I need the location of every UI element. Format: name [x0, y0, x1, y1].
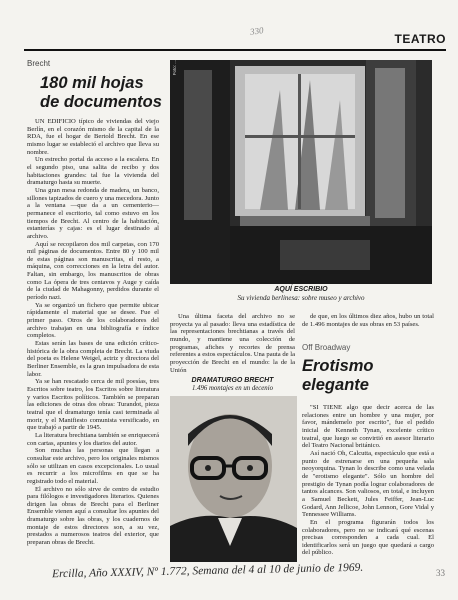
- paragraph: La literatura brechtiana también se enriquecerá con cartas, apuntes y los diarios del autor.: [27, 431, 159, 447]
- paragraph: Ya se organizó un fichero que permite ubicar rápidamente el material que se desee. Fue el primer paso. Otros de los colaboradores del archivo trabajan en una bibliografía e índice completos.: [27, 301, 159, 340]
- article-body-column-2: [170, 313, 295, 374]
- paragraph: de que, en los últimos diez años, hubo un total de 1.496 montajes de sus obras en 53 países.: [302, 313, 434, 328]
- top-rule: [24, 49, 446, 51]
- paragraph: Estas serán las bases de una edición crítico-histórica de la obra completa de Brecht. La viuda del poeta es Helene Weigel, actriz y directora del Berliner Ensemble, es la gran impulsadora de esta labor.: [27, 340, 159, 378]
- paragraph: El archivo no sólo sirve de centro de estudio para filólogos e investigadores literarios. Quienes dirigen las obras de Brecht para el Berliner Ensemble vienen aquí a consultar los apuntes del dramaturgo sobre las obras, y los cuadernos de montaje de estos directores son, a su vez, prestados a numerosos teatros del exterior, que preparan obras de Brecht.: [27, 485, 159, 547]
- portrait-caption: [170, 377, 295, 393]
- page-number: 33: [436, 568, 445, 578]
- photo-caption-subtitle: Su vivienda berlinesa: sobre museo y archivo: [237, 294, 365, 302]
- paragraph: Ya se han rescatado cerca de mil poesías, tres Escritos sobre teatro, los Escritos sobre literatura y varios Escritos políticos. También se preparan las ediciones de otras dos obras: Turandot, pieza teatral que el dramaturgo tenía casi terminada al morir, y el Manifiesto comunista versificado, en que trabajó a partir de 1945.: [27, 378, 159, 432]
- photo-credit: Foto: ...: [172, 60, 177, 76]
- paragraph: Así nació Oh, Calcutta, espectáculo que está a punto de estrenarse en una pequeña sala neoyorquina. Tynan lo describe como una velada de "erotismo elegante". Sólo un hombre del prestigio de Tynan podía lograr colaboradores de tantos alcances. Son valiosos, en total, e incluyen a Samuel Beckett, Jules Feiffer, Jean-Luc Godard, Ann Jellicoe, John Lennon, Gore Vidal y Tennessee Williams.: [302, 449, 434, 519]
- paragraph: "SI TIENE algo que decir acerca de las relaciones entre un hombre y una mujer, por favor, mándemelo por escrito", fue el pedido inicial de Kenneth Tynan, excelente crítico teatral, que luego se convirtió en asesor literario del Teatro Nacional británico.: [302, 404, 434, 450]
- paragraph: Una gran mesa redonda de madera, un banco, sillones tapizados de cuero y una mecedora. Junto a la ventana —que da a un cementerio— permanece el escritorio, tal como estuvo en los tiempos de Brecht. Al centro de la habitación, estanterías y cajas: es el lugar destinado al archivo.: [27, 186, 159, 240]
- paragraph: Aquí se recopilaron dos mil carpetas, con 170 mil páginas de documentos. Entre 80 y 100 mil de estas páginas son manuscritas, el resto, a máquina, con correcciones en la letra del autor. Faltan, sin embargo, los manuscritos de obras como La ópera de tres centavos y Auge y caída de la ciudad de Mahagonny, perdidos durante el período nazi.: [27, 240, 159, 302]
- article-body-column-1: [27, 118, 159, 588]
- portrait-caption-subtitle: 1.496 montajes en un decenio: [192, 385, 273, 392]
- headline-archive: 180 mil hojas de documentos: [40, 74, 162, 111]
- photo-caption: [170, 286, 432, 302]
- article-body-column-4: [302, 404, 434, 562]
- article-body-column-3: [302, 313, 434, 341]
- photo-brecht-portrait: [170, 396, 297, 562]
- handwritten-citation: Ercilla, Año XXXIV, Nº 1.772, Semana del 4 al 10 de junio de 1969.: [51, 561, 364, 581]
- kicker-off-broadway: Off Broadway: [302, 343, 351, 352]
- kicker-brecht: Brecht: [27, 59, 51, 68]
- headline-erotismo: Erotismo elegante: [302, 357, 374, 394]
- paragraph: Una última faceta del archivo no se proyecta ya al pasado: lleva una estadística de las representaciones brechtianas a través del mundo, y mantiene una colección de programas, afiches y recortes de prensa referentes a estos espectáculos. Una pauta de la proyección de Brecht en el mundo: la de la Unión: [170, 313, 295, 374]
- photo-caption-title: AQUÍ ESCRIBIO: [274, 286, 328, 293]
- paragraph: Son muchas las personas que llegan a consultar este archivo, pero los originales mismos sólo se utilizan en casos excepcionales. Lo usual es recurrir a los microfilms en que se ha registrado todo el material.: [27, 447, 159, 485]
- paragraph: UN EDIFICIO típico de viviendas del viejo Berlín, en el corazón mismo de la capital de la RDA, fue el hogar de Bertold Brecht. En ese mismo lugar se estableció el archivo que lleva su nombre.: [27, 118, 159, 156]
- margin-note: 330: [249, 25, 265, 37]
- photo-window-study: [170, 60, 432, 284]
- portrait-caption-title: DRAMATURGO BRECHT: [191, 377, 274, 384]
- section-title: TEATRO: [394, 32, 446, 46]
- paragraph: En el programa figurarán todos los colaboradores, pero no se indicará qué escenas precisas corresponden a cada cual. El identificarlos será un juego que quedará a cargo del público.: [302, 518, 434, 557]
- paragraph: Un estrecho portal da acceso a la escalera. En el segundo piso, una salita de recibo y dos habitaciones grandes: tal fue la vivienda del dramaturgo hasta su muerte.: [27, 156, 159, 187]
